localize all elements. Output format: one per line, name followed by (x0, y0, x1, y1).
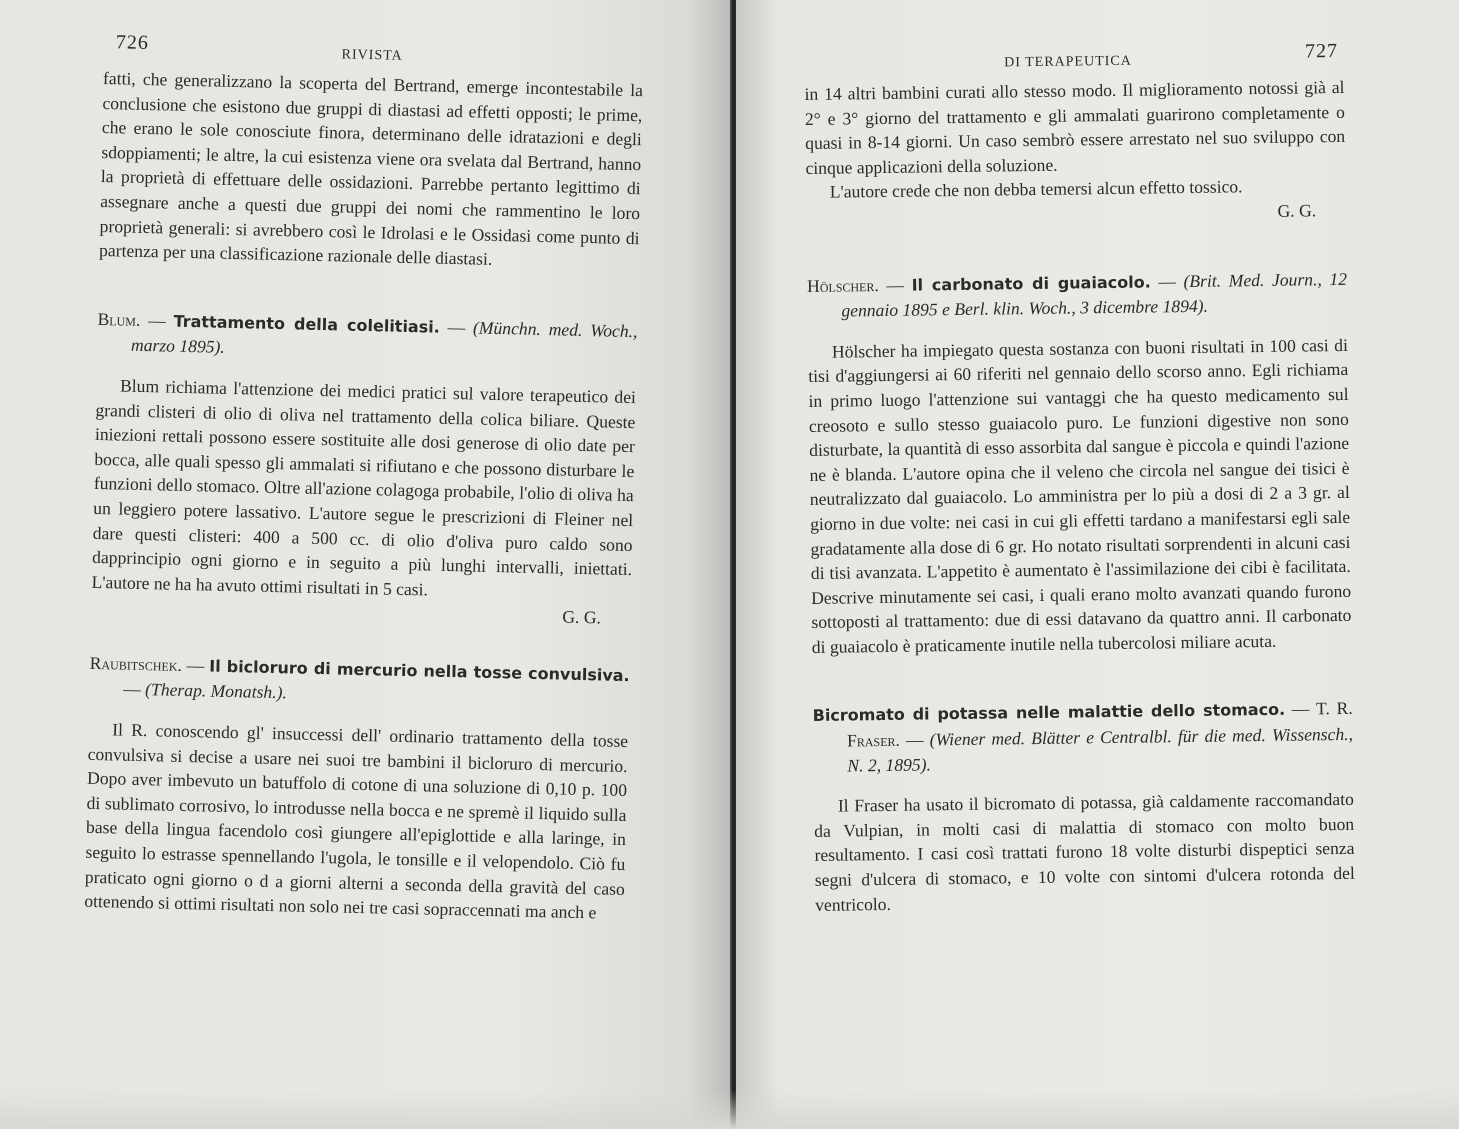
article-signature: G. G. (562, 606, 602, 628)
right-signature: G. G. (1277, 200, 1317, 221)
article-author: Raubitschek. (89, 652, 183, 675)
article-heading-raubitschek: Raubitschek. — Il bicloruro di mercurio nella tosse convulsiva. — (Therap. Monatsh.). (89, 652, 630, 703)
article-author: Blum. (97, 308, 141, 330)
article-source: (Brit. Med. Journ., 12 gennaio 1895 e Berl. klin. Woch., 3 dicembre 1894). (841, 268, 1348, 321)
right-column (804, 40, 1355, 917)
article-author: Hölscher. (806, 274, 879, 296)
article-title: Trattamento della colelitiasi. (173, 311, 441, 337)
page-bottom-shade (0, 1090, 1459, 1129)
left-continuation-text: fatti, che generalizzano la scoperta del Bertrand, emerge incontestabile la conclusione che esistono due gruppi di diastasi ad effetti opposti; le prime, che erano le sole conosciute finora, determinano delle idratazioni e degli sdoppiamenti; le altre, la cui esistenza viene ora svelata dal Bertrand, hanno la proprietà di effettuare delle ossidazioni. Parrebbe pertanto legittimo di assegnare anche a questi due gruppi dei nomi che rammentino le loro proprietà generali: si avrebbero così le Idrolasi e le Ossidasi come punto di partenza per una classificazione razionale delle diastasi. (98, 67, 644, 270)
article-body-blum: Blum richiama l'attenzione dei medici pratici sul valore terapeutico dei grandi clisteri di olio di oliva nel trattamento della colica biliare. Queste iniezioni rettali possono essere sostituite alle dosi generose di olio date per bocca, alle quali spesso gli ammalati si rifiutano e che possono disturbare le funzioni dello stomaco. Oltre all'azione colagoga probabile, l'olio di oliva ha un leggiero potere lassativo. L'autore segue le prescrizioni di Fleiner nel dare questi clisteri: 400 a 500 cc. di olio d'oliva puro caldo sono dapprincipio ogni giorno e in seguito a più lunghi intervalli, iniettati. L'autore ne ha ha avuto ottimi risultati in 5 casi. (91, 375, 637, 600)
article-heading-fraser: Bicromato di potassa nelle malattie dello stomaco. — T. R. Fraser. — (Wiener med. Blätter e Centralbl. für die med. Wissensch., N. 2, 1895). (812, 698, 1354, 776)
article-title: Bicromato di potassa nelle malattie dello stomaco. (812, 700, 1286, 726)
article-author: T. R. Fraser. (846, 698, 1353, 751)
article-source: (Wiener med. Blätter e Centralbl. für die med. Wissensch., N. 2, 1895). (847, 723, 1354, 776)
left-column (84, 31, 644, 926)
article-title: Il bicloruro di mercurio nella tosse convulsiva. (209, 656, 630, 685)
article-source: (Therap. Monatsh.). (144, 679, 288, 703)
left-running-title: RIVISTA (341, 47, 403, 64)
right-continuation-text: in 14 altri bambini curati allo stesso modo. Il miglioramento notossi già al 2° e 3° giorno del trattamento e gli ammalati guarirono completamente o quasi in 8-14 giorni. Un caso sembrò essere arrestato nel suo sviluppo con cinque applicazioni della soluzione. (804, 76, 1346, 178)
right-running-title: DI TERAPEUTICA (1004, 53, 1132, 71)
right-continuation-text-2: L'autore crede che non debba temersi alcun effetto tossico. (829, 176, 1243, 203)
article-title: Il carbonato di guaiacolo. (911, 272, 1151, 295)
article-body-fraser: Il Fraser ha usato il bicromato di potassa, già caldamente raccomandato da Vulpian, in molti casi di malattia di stomaco con molto buon resultamento. I casi così trattati furono 18 volte disturbi dispeptici senza segni d'ulcera di stomaco, e 10 volte con sintomi d'ulcera rotonda del ventricolo. (814, 789, 1355, 915)
article-heading-blum: Blum. — Trattamento della colelitiasi. — (Münchn. med. Woch., marzo 1895). (97, 308, 638, 358)
article-body-holscher: Hölscher ha impiegato questa sostanza con buoni risultati in 100 casi di tisi d'aggiungersi ai 60 riferiti nel gennaio dello scorso anno. Egli richiama in primo luogo l'attenzione sui vantaggi che ha questo medicamento sul creosoto e sullo stesso guaiacolo puro. Le funzioni digestive non sono disturbate, la quantità di esso assorbita dal sangue è piccola e quindi l'azione ne è blanda. L'autore opina che il veleno che circola nel sangue dei tisici è neutralizzato dal guaiacolo. Lo amministra per lo più a dosi di 2 a 3 gr. al giorno in due volte: nei casi in cui gli effetti tardano a manifestarsi egli sale gradatamente alla dose di 6 gr. Ho notato risultati sorprendenti in alcuni casi di tisi avanzata. L'appetito è aumentato è l'assimilazione dei cibi è facilitata. Descrive minutamente sei casi, i quali erano molto avanzati quando furono sottoposti al trattamento: due di essi datavano da quattro anni. Il carbonato di guaiacolo è praticamente inutile nella tubercolosi miliare acuta. (808, 334, 1352, 657)
article-body-raubitschek: Il R. conoscendo gl' insuccessi dell' ordinario trattamento della tosse convulsiva si decise a usare nei suoi tre bambini il bicloruro di mercurio. Dopo aver imbevuto un batuffolo di cotone di una soluzione di 0,10 p. 100 di sublimato corrosivo, lo introdusse nella bocca e ne spremè il liquido sulla base della lingua facendolo così giungere all'epiglottide e alla laringe, in seguito lo estrasse spennellando l'ugola, le tonsille e il velopendolo. Ciò fu praticato ogni giorno o d a giorni alterni a seconda della gravità del caso ottenendo si ottimi risultati non solo nei tre casi sopraccennati ma anch e (84, 719, 629, 923)
right-page-number: 727 (1304, 40, 1339, 63)
left-page-number: 726 (115, 31, 150, 55)
article-heading-holscher: Hölscher. — Il carbonato di guaiacolo. — (Brit. Med. Journ., 12 gennaio 1895 e Berl. klin. Woch., 3 dicembre 1894). (806, 268, 1348, 321)
article-source: (Münchn. med. Woch., marzo 1895). (130, 317, 638, 358)
